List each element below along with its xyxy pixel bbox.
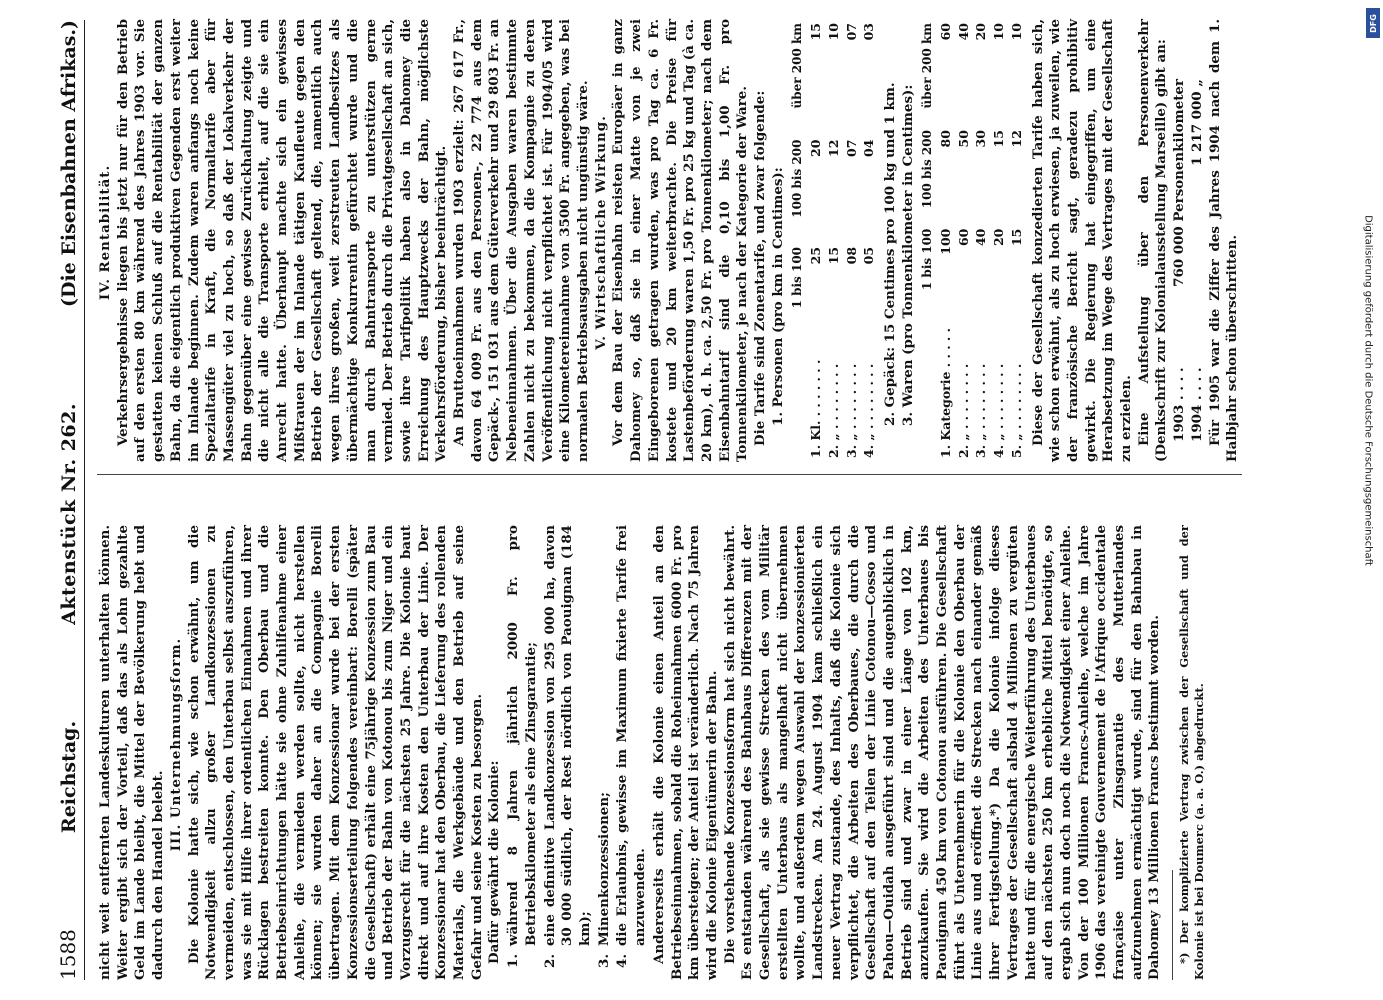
table-cell: 60 <box>938 23 954 41</box>
list-number: 4. <box>614 954 631 968</box>
paragraph: Vor dem Bau der Eisenbahn reisten Europäer in ganz Dahomey so, daß sie in einer Matte von je zwei Eingeborenen getragen wurden, was pro Tag ca. 6 Fr. kostete und 20 km weiterbrachte. Die Preise für Lastenbeförderung waren 1,50 Fr. pro 25 kg und Tag (à ca. 20 km), d. h. ca. 2,50 Fr. pro Tonnenkilometer; nach dem Eisenbahntarif sind die 0,10 bis 1,00 Fr. pro Tonnenkilometer, je nach der Kategorie der Ware. <box>610 19 751 462</box>
table-cell: 2. „ . . . . . . . . <box>825 363 841 458</box>
table-cell: 07 <box>843 23 859 41</box>
paragraph: Dafür gewährt die Kolonie: <box>486 760 503 964</box>
list-text: während 8 Jahren jährlich 2000 Fr. pro Betriebskilometer als eine Zinsgarantie; <box>505 525 539 946</box>
paragraph: Eine Aufstellung über den Personenverkehr (Denkschrift zur Kolonialausstellung Marseille) gibt an: <box>1135 19 1170 462</box>
list-item <box>596 525 614 980</box>
section-title: III. Unternehmungsform. <box>167 637 184 852</box>
footnote-divider <box>1172 870 1173 980</box>
table-header-row <box>789 19 807 462</box>
table-cell: 40 <box>973 228 989 247</box>
table-cell: 03 <box>861 23 877 41</box>
table-row <box>972 19 990 462</box>
list-number: 3. <box>595 954 612 968</box>
passenger-tariff-table <box>789 19 878 462</box>
list-text: Minenkonzessionen; <box>595 792 612 946</box>
table-cell: 1. Kl. . . . . . . . <box>808 359 824 458</box>
table-row <box>1008 19 1026 462</box>
stat-row <box>1189 19 1207 462</box>
digitization-credit: Digitalisierung gefördert durch die Deutsche Forschungsgemeinschaft <box>1362 215 1374 566</box>
table-header-cell: über 200 km <box>790 23 805 109</box>
header-center: Aktenstück Nr. 262. <box>58 403 80 625</box>
table-cell: 20 <box>973 23 989 41</box>
table-cell: 25 <box>808 246 824 265</box>
paragraph: An Bruttoeinnahmen wurden 1903 erzielt: 267 617 Fr., davon 64 009 Fr. aus den Personen-, 22 774 aus dem Gepäck-, 151 031 aus dem Güterverkehr und 29 803 Fr. an Nebeneinnahmen. Über die Ausgaben waren bestimmte Zahlen nicht zu bekommen, da die Kompagnie zu deren Veröffentlichung nicht verpflichtet ist. Für 1904/05 wird eine Kilometereinnahme von 3500 Fr. angegeben, was bei normalen Betriebsausgaben nicht ungünstig wäre. <box>451 19 591 462</box>
list-item <box>542 525 595 980</box>
tariff-subtitle: 1. Personen (pro km in Centimes): <box>769 167 786 426</box>
page-header <box>45 20 85 980</box>
table-row <box>807 19 825 462</box>
table-cell: 07 <box>843 139 859 157</box>
table-header-cell: über 200 km <box>920 23 935 109</box>
digitization-stamp <box>1361 0 1383 1000</box>
table-header-cell: 1 bis 100 <box>920 228 935 291</box>
table-cell: 40 <box>955 23 971 41</box>
table-cell: 05 <box>861 246 877 265</box>
table-row <box>990 19 1008 462</box>
table-cell: 60 <box>955 228 971 247</box>
table-cell: 1. Kategorie . . . . . <box>938 328 954 458</box>
list-item <box>614 525 649 980</box>
table-cell: 3. „ . . . . . . . . <box>843 363 859 458</box>
dfg-logo-text: DFG <box>1368 13 1378 33</box>
table-cell: 10 <box>825 23 841 41</box>
table-cell: 80 <box>938 130 954 148</box>
table-header-cell: 100 bis 200 <box>920 130 935 209</box>
list-text: eine definitive Landkonzession von 295 000 ha, davon 30 000 südlich, der Rest nördlich von Paouignan (184 km); <box>541 525 593 946</box>
tariff-line: 2. Gepäck: 15 Centimes pro 100 kg und 1 km. <box>881 82 898 426</box>
paragraph: Andererseits erhält die Kolonie einen Anteil an den Betriebseinnahmen, sobald die Roheinnahmen 6000 Fr. pro km übersteigen; der Anteil ist veränderlich. Nach 75 Jahren wird die Kolonie Eigentümerin der Bahn. <box>650 525 720 980</box>
table-cell: 12 <box>1008 130 1024 148</box>
table-cell: 15 <box>808 23 824 41</box>
list-text: die Erlaubnis, gewisse im Maximum fixierte Tarife frei anzuwenden. <box>614 525 649 946</box>
table-cell: 15 <box>1008 228 1024 247</box>
list-number: 1. <box>505 954 522 968</box>
table-row <box>955 19 973 462</box>
table-cell: 30 <box>973 130 989 148</box>
table-cell: 15 <box>991 130 1007 148</box>
paragraph: Die vorstehende Konzessionsform hat sich nicht bewährt. Es entstanden während des Bahnbaus Differenzen mit der Gesellschaft, als sie gewisse Strecken des vom Militär erstellten Unterbaus als mangelhaft nicht übernehmen wollte, und außerdem wegen Auswahl der konzessionierten Landstrecken. Am 24. August 1904 kam schließlich ein neuer Vertrag zustande, des Inhalts, daß die Kolonie sich verpflichtet, die Arbeiten des Oberbaues, die durch die Gesellschaft auf den Teilen der Linie Cotonou—Cosso und Pahou—Ouidah ausgeführt sind und die augenblicklich in Betrieb sind und zwar in einer Länge von 102 km, anzukaufen. Sie wird die Arbeiten des Unterbaues bis Paouignan 450 km von Cotonou ausführen. Die Gesellschaft führt als Unternehmerin für die Kolonie den Oberbau der Linie aus und eröffnet die Strecken nach einander gemäß ihrer Fertigstellung.*) Da die Kolonie infolge dieses Vertrages der Gesellschaft alsbald 4 Millionen zu vergüten hatte und für die energische Weiterführung des Unterbaues auf den nächsten 250 km erhebliche Mittel benötigte, so ergab sich nun doch noch die Notwendigkeit einer Anleihe. Von der 100 Millionen Francs-Anleihe, welche im Jahre 1906 das vereinigte Gouvernement de l'Afrique occidentale française unter Zinsgarantie des Mutterlandes aufzunehmen ermächtigt wurde, sind für den Bahnbau in Dahomey 13 Millionen Francs bestimmt worden. <box>721 525 1163 980</box>
table-row <box>843 19 861 462</box>
table-header-cell <box>919 304 937 462</box>
table-cell: 4. „ . . . . . . . . <box>861 363 877 458</box>
table-cell: 4. „ . . . . . . . . <box>991 363 1007 458</box>
table-header-cell <box>789 330 807 462</box>
section-title: IV. Rentabilität. <box>97 164 113 301</box>
table-cell: 10 <box>991 23 1007 41</box>
list-number: 2. <box>541 954 558 968</box>
footnote: *) Der komplizierte Vertrag zwischen der Gesellschaft und der Kolonie ist bei Doumerc (a. a. O.) abgedruckt. <box>1177 525 1207 980</box>
tariff-subtitle: 3. Waren (pro Tonnenkilometer in Centimes): <box>899 84 916 426</box>
table-cell: 2. „ . . . . . . . . <box>955 363 971 458</box>
right-column <box>97 19 1242 475</box>
stat-value: 1 217 000 „ <box>1188 79 1205 166</box>
table-cell: 15 <box>825 246 841 265</box>
table-cell: 12 <box>825 139 841 157</box>
paragraph: Für 1905 war die Ziffer des Jahres 1904 nach dem 1. Halbjahr schon überschritten. <box>1206 19 1241 462</box>
table-cell: 08 <box>843 246 859 265</box>
dfg-logo <box>1366 8 1380 38</box>
table-cell: 3. „ . . . . . . . . <box>973 363 989 458</box>
paragraph: Die Kolonie hatte sich, wie schon erwähnt, um die Notwendigkeit allzu großer Landkonzessionen zu vermeiden, entschlossen, den Unterbau selbst auszuführen, was sie mit Hilfe ihrer ordentlichen Einnahmen und ihrer Rücklagen bestreiten konnte. Den Oberbau und die Betriebseinrichtungen hätte sie ohne Zuhilfenahme einer Anleihe, die vermieden werden sollte, nicht herstellen können; sie wurden daher an die Compagnie Borelli übertragen. Mit dem Konzessionar wurde bei der ersten Konzessionserteilung folgendes vereinbart: Borelli (später die Gesellschaft) erhält eine 75jährige Konzession zum Bau und Betrieb der Bahn von Kotonou bis zum Niger und ein Vorzugsrecht für die nächsten 25 Jahre. Die Kolonie baut direkt und auf ihre Kosten den Unterbau der Linie. Der Konzessionar hat den Oberbau, die Lieferung des rollenden Materials, die Werkgebäude und den Betrieb auf seine Gefahr und seine Kosten zu besorgen. <box>185 525 485 980</box>
stat-row <box>1171 19 1189 462</box>
paragraph: Diese der Gesellschaft konzedierten Tarife haben sich, wie schon erwähnt, als zu hoch erwiesen, ja zuweilen, wie der französische Bericht sagt, geradezu prohibitiv gewirkt. Die Regierung hat eingegriffen, um eine Herabsetzung im Wege des Vertrages mit der Gesellschaft zu erzielen. <box>1029 19 1135 462</box>
header-left: Reichstag. <box>58 720 80 834</box>
paragraph: Verkehrsergebnisse liegen bis jetzt nur für den Betrieb auf den ersten 80 km während des Jahres 1903 vor. Sie gestatten keinen Schluß auf die Rentabilität der ganzen Bahn, da die eigentlich produktiven Gegenden erst weiter im Inlande beginnen. Zudem waren anfangs noch keine Spezialtarife in Kraft, die Normaltarife aber für Massengüter viel zu hoch, so daß der Lokalverkehr der Bahn gegenüber eine gewisse Zurückhaltung zeigte und die nicht alle die Transporte erhielt, auf die sie ein Anrecht hatte. Überhaupt machte sich ein gewisses Mißtrauen der im Inlande tätigen Kaufleute gegen den Betrieb der Gesellschaft geltend, die, namentlich auch wegen ihres großen, weit zerstreuten Landbesitzes als übermächtige Konkurrentin gefürchtet wurde und die man durch Bahntransporte zu unterstützen gerne vermied. Der Betrieb durch die Privatgesellschaft an sich, sowie ihre Tarifpolitik haben also in Dahomey die Erreichung des Hauptzwecks der Bahn, möglichste Verkehrsförderung, bisher beeinträchtigt. <box>114 19 450 462</box>
table-header-cell: 100 bis 200 <box>790 139 805 218</box>
table-cell: 10 <box>1008 23 1024 41</box>
left-column <box>97 525 1207 980</box>
table-cell: 50 <box>955 130 971 148</box>
stat-value: 760 000 Personenkilometer <box>1171 79 1188 287</box>
table-header-row <box>919 19 937 462</box>
table-row <box>937 19 955 462</box>
table-cell: 04 <box>861 139 877 157</box>
stat-year: 1904 . . . . <box>1188 367 1205 442</box>
table-cell: 20 <box>808 139 824 157</box>
table-cell: 20 <box>991 228 1007 247</box>
concession-list <box>505 525 650 980</box>
header-right: (Die Eisenbahnen Afrikas.) <box>58 20 80 308</box>
paragraph: Die Tarife sind Zonentarife, und zwar folgende: <box>752 90 769 446</box>
table-cell: 5. „ . . . . . . . . <box>1008 363 1024 458</box>
stat-year: 1903 . . . . <box>1171 367 1188 442</box>
table-row <box>825 19 843 462</box>
page-content <box>45 20 1315 980</box>
table-row <box>860 19 878 462</box>
section-title: V. Wirtschaftliche Wirkung. <box>592 115 609 350</box>
table-header-cell: 1 bis 100 <box>790 246 805 309</box>
list-item <box>505 525 540 980</box>
page-number: 1588 <box>56 929 80 980</box>
goods-tariff-table <box>919 19 1025 462</box>
paragraph: nicht weit entfernten Landeskulturen unterhalten können. Weiter ergibt sich der Vorteil, daß das als Lohn gezahlte Geld im Lande bleibt, die Mittel der Bevölkerung hebt und dadurch den Handel belebt. <box>97 525 167 980</box>
table-cell: 100 <box>938 228 954 255</box>
